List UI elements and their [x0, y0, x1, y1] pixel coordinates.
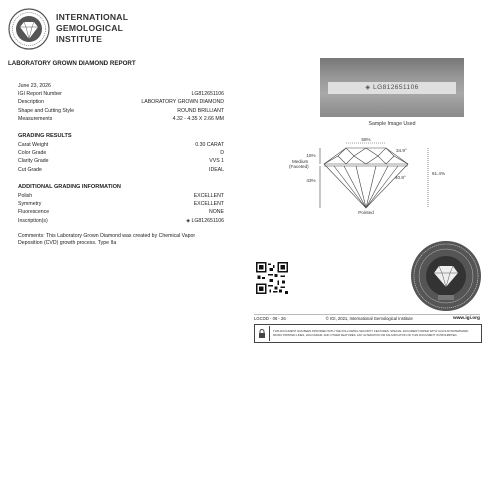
- grading-row: [18, 157, 224, 165]
- footer-code: LGCOD - 06 - 26: [254, 316, 286, 321]
- grading-row: [18, 149, 224, 157]
- additional-value: EXCELLENT: [193, 201, 224, 208]
- detail-row: [18, 90, 224, 98]
- detail-row: [18, 98, 224, 106]
- report-date-row: [18, 82, 224, 90]
- additional-label: Fluorescence: [18, 209, 50, 216]
- footer-line: [254, 314, 480, 322]
- detail-label: Shape and Cutting Style: [18, 107, 74, 114]
- detail-label: Measurements: [18, 115, 53, 122]
- security-disclaimer: [254, 324, 482, 343]
- girdle-label-line: Medium: [292, 159, 309, 164]
- additional-row: [18, 200, 224, 208]
- qr-code[interactable]: [256, 262, 288, 294]
- table-percentage: 58%: [361, 137, 371, 142]
- detail-value: LABORATORY GROWN DIAMOND: [141, 99, 224, 106]
- additional-grading: [18, 183, 224, 225]
- footer-copyright: © IGI, 2021, International Gemological Institute: [325, 316, 413, 321]
- additional-row: [18, 217, 224, 225]
- grading-results: [18, 132, 224, 174]
- detail-value: ROUND BRILLIANT: [177, 107, 224, 114]
- inscription-text: LG812651106: [191, 217, 224, 224]
- additional-label: Symmetry: [18, 201, 42, 208]
- grading-label: Carat Weight: [18, 142, 49, 148]
- grading-label: Clarity Grade: [18, 158, 49, 165]
- grading-value: IDEAL: [209, 166, 224, 173]
- igi-inscription-icon: ◈: [186, 217, 191, 224]
- grading-row: [18, 166, 224, 174]
- photo-caption: Sample Image Used: [368, 121, 416, 127]
- additional-row: [18, 192, 224, 200]
- additional-row: [18, 208, 224, 216]
- culet-label: Pointed: [358, 210, 374, 215]
- crown-angle: 34.9°: [396, 148, 407, 153]
- igi-logo: [8, 8, 50, 50]
- total-depth: 61.4%: [432, 171, 446, 176]
- detail-row: [18, 107, 224, 115]
- additional-value: [186, 217, 224, 225]
- detail-value: 4.32 - 4.35 X 2.66 MM: [172, 115, 224, 122]
- grading-value: D: [220, 150, 224, 157]
- detail-row: [18, 115, 224, 123]
- grading-label: Cut Grade: [18, 166, 42, 173]
- igi-inscription-icon: ◈: [365, 84, 371, 91]
- additional-label: Polish: [18, 193, 33, 199]
- grading-results-title: GRADING RESULTS: [18, 133, 72, 139]
- grading-label: Color Grade: [18, 150, 47, 157]
- sample-photo: [320, 58, 464, 117]
- additional-grading-title: ADDITIONAL GRADING INFORMATION: [18, 184, 121, 190]
- pavilion-angle: 40.8°: [395, 175, 406, 180]
- photo-inscription: LG812651106: [373, 84, 419, 91]
- detail-label: Description: [18, 99, 44, 106]
- org-line-1: INTERNATIONAL: [56, 12, 129, 22]
- disclaimer-text: THIS DOCUMENT HAS BEEN PROVIDED WITH THE FOLLOWING SECURITY FEATURES: SPECIAL DOCUMENT PAPER WITH COLOUR WATERMARK, MICRO PRINTED LINES, HOLOGRAM, AND OTHER FEATURES. ANY ALTERATION OR FALSIFICATION OF THIS DOCUMENT IS PROHIBITED.: [273, 328, 470, 337]
- additional-value: EXCELLENT: [193, 193, 224, 199]
- org-line-3: INSTITUTE: [56, 34, 103, 44]
- proportions-diagram: [282, 135, 462, 215]
- report-date: June 23, 2026: [18, 83, 51, 89]
- comments: Comments: This Laboratory Grown Diamond was created by Chemical Vapor Deposition (CVD) growth process. Type IIa: [18, 233, 196, 246]
- detail-label: IGI Report Number: [18, 91, 62, 98]
- photo-inscription-bar: [328, 82, 456, 94]
- igi-seal: [410, 240, 482, 312]
- crown-percentage: 15%: [306, 153, 316, 158]
- grading-row: [18, 141, 224, 149]
- additional-label: Inscription(s): [18, 217, 48, 224]
- logo-text: IGI: [26, 41, 32, 46]
- org-line-2: GEMOLOGICAL: [56, 23, 124, 33]
- report-title: LABORATORY GROWN DIAMOND REPORT: [8, 60, 136, 67]
- lock-icon: [255, 326, 270, 341]
- grading-value: 0.30 CARAT: [195, 142, 224, 148]
- footer-url[interactable]: www.igi.org: [452, 316, 480, 321]
- pavilion-percentage: 43%: [306, 178, 316, 183]
- report-details: [18, 82, 224, 123]
- grading-value: VVS 1: [209, 158, 224, 165]
- organization-name: [56, 12, 128, 45]
- additional-value: NONE: [209, 209, 224, 216]
- girdle-label: Medium (Faceted): [289, 159, 309, 169]
- detail-value: LG812651106: [191, 91, 224, 98]
